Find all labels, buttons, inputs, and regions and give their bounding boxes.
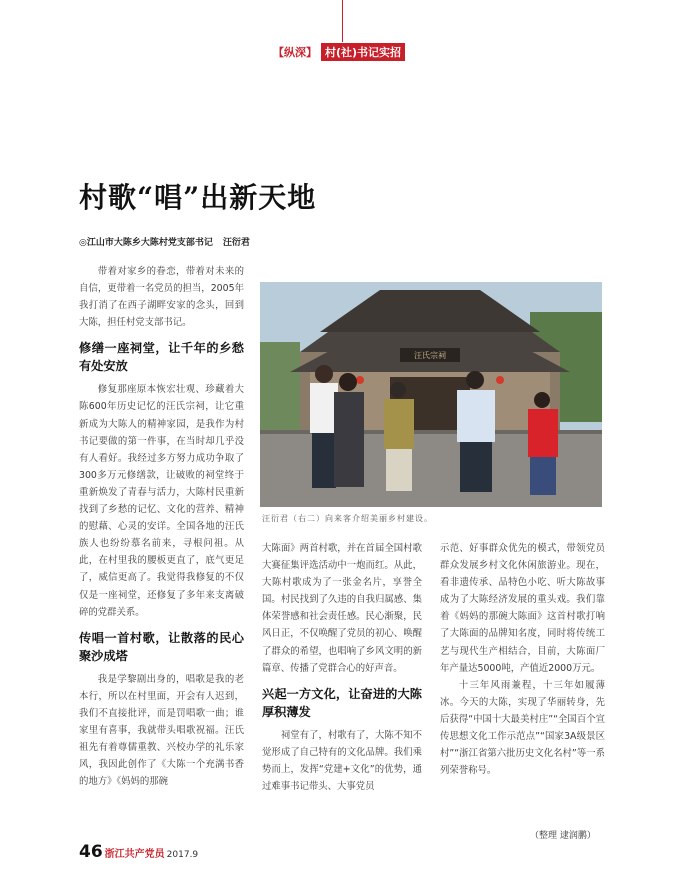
page-footer — [79, 842, 198, 862]
section-1-paragraph: 修复那座原本恢宏壮观、珍藏着大陈600年历史记忆的汪氏宗祠，让它重新成为大陈人的精神家园，是我作为村书记要做的第一件事，在当时却几乎没有人看好。我经过多方努力成功争取了300多万元修缮款，让破败的祠堂终于重新焕发了青春与活力，大陈村民重新找到了乡愁的记忆、文化的营养、精神的慰藉、心灵的安详。全国各地的汪氏族人也纷纷慕名前来，寻根问祖。从此，在村里我的腰板更直了，底气更足了，威信更高了。我觉得我修复的不仅仅是一座祠堂，还修复了多年来支离破碎的党群关系。 — [79, 384, 244, 618]
person-1 — [310, 365, 338, 488]
column-3 — [440, 540, 605, 779]
section-3-heading: 兴起一方文化，让奋进的大陈厚积薄发 — [262, 686, 422, 719]
column-1 — [79, 263, 244, 790]
article-title: 村歌“唱”出新天地 — [79, 181, 317, 214]
signoff: （整理 逮润鹏） — [530, 831, 596, 841]
byline-org: ◎江山市大陈乡大陈村党支部书记 — [79, 238, 213, 248]
photo-caption: 汪衍君（右二）向来客介绍美丽乡村建设。 — [262, 514, 433, 523]
byline — [79, 235, 250, 248]
section-3-paragraph: 祠堂有了，村歌有了，大陈不知不觉形成了自己特有的文化品牌。我们乘势而上，发挥“党建+文化”的优势，通过难事书记带头、大事党员 — [262, 729, 422, 793]
section-1-heading: 修缮一座祠堂，让千年的乡愁有处安放 — [79, 341, 244, 374]
header-rule — [342, 0, 343, 42]
section-2-heading: 传唱一首村歌，让散落的民心聚沙成塔 — [79, 630, 244, 663]
magazine-name: 浙江共产党员 — [104, 849, 165, 860]
byline-name: 汪衍君 — [222, 238, 250, 248]
column-2 — [262, 540, 422, 795]
temple-sign: 汪氏宗祠 — [414, 351, 446, 360]
closing-paragraph: 十三年风雨兼程，十三年如履薄冰。今天的大陈，实现了华丽转身，先后获得“中国十大最美村庄”“全国百个宣传思想文化工作示范点”“国家3A级景区村”“浙江省第六批历史文化名村”等一系列荣誉称号。 — [440, 679, 605, 777]
section-3-continued: 示范、好事群众优先的模式，带领党员群众发展乡村文化休闲旅游业。现在，看非遗传承、品特色小吃、听大陈故事成为了大陈经济发展的重头戏。我们靠着《妈妈的那碗大陈面》这首村歌打响了大陈面的品牌知名度，同时将传统工艺与现代生产相结合，目前，大陈面厂年产量达5000吨，产值近2000万元。 — [440, 543, 605, 674]
section-tag — [271, 44, 405, 60]
section-label: 【纵深】 — [273, 46, 317, 59]
intro-paragraph: 带着对家乡的眷恋，带着对未来的自信，更带着一名党员的担当，2005年我打消了在西子湖畔安家的念头，回到大陈，担任村党支部书记。 — [79, 266, 244, 329]
page-number: 46 — [79, 842, 103, 862]
issue-number: 2017.9 — [166, 850, 199, 860]
column-label: 村(社)书记实招 — [321, 43, 405, 61]
section-2-paragraph: 我是学黎剧出身的，唱歌是我的老本行，所以在村里面，开会有人迟到，我们不直接批评，而是罚唱歌一曲；谁家里有喜事，我就带头唱歌祝福。汪氏祖先有着尊儒重教、兴校办学的礼乐家风，我因此创作了《大陈一个充满书香的地方》《妈妈的那碗 — [79, 673, 244, 788]
article-photo — [260, 282, 602, 507]
section-2-continued: 大陈面》两首村歌，并在首届全国村歌大赛征集评选活动中一炮而红。从此，大陈村歌成为了一张金名片，享誉全国。村民找到了久违的自我归属感、集体荣誉感和社会责任感。民心渐聚，民风日正，不仅唤醒了党员的初心、唤醒了群众的希望，也唱响了乡风文明的新篇章、传播了党群合心的好声音。 — [262, 543, 422, 674]
